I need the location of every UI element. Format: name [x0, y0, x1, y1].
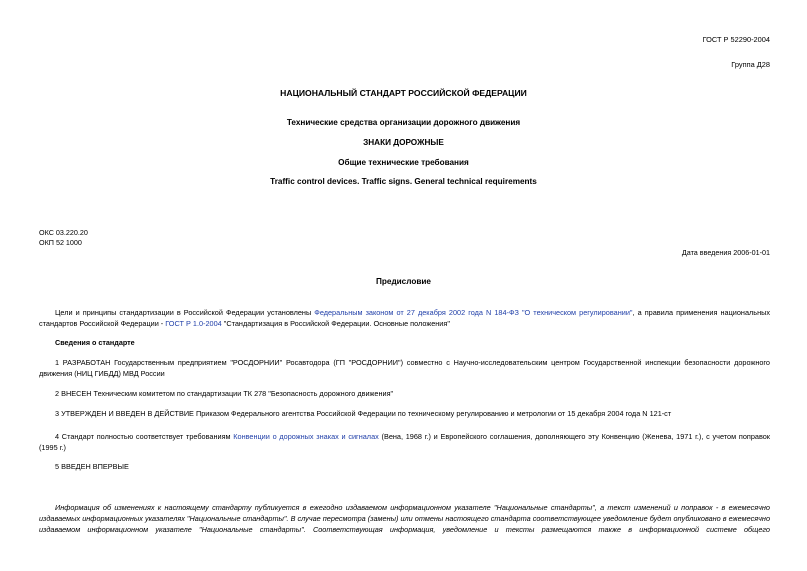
gost-number: ГОСТ Р 52290-2004 [702, 35, 770, 44]
standard-name: ЗНАКИ ДОРОЖНЫЕ [363, 138, 444, 147]
group-code: Группа Д28 [731, 60, 770, 69]
item-developed: 1 РАЗРАБОТАН Государственным предприятием "РОСДОРНИИ" Росавтодора (ГП "РОСДОРНИИ") совместно с Научно-исследовательским центром Государственной инспекции безопасности дорожного движения (НИЦ ГИБДД) МВД России [39, 358, 770, 378]
requirements-line: Общие технические требования [338, 158, 469, 167]
amendments-notice: Информация об изменениях к настоящему стандарту публикуется в ежегодно издаваемом информационном указателе "Национальные стандарты", а текст изменений и поправок - в ежемесячно издаваемых информационных указателях "Национальные стандарты". В случае пересмотра (замены) или отмены настоящего стандарта соответствующее уведомление будет опубликовано в ежемесячно издаваемом информационном указателе "Национальные стандарты". Соответствующая информация, уведомление и тексты размещаются также в информационной системе общего [39, 503, 770, 534]
gost-r-1-0-link[interactable]: ГОСТ Р 1.0-2004 [165, 319, 222, 328]
intro-date: Дата введения 2006-01-01 [681, 248, 770, 257]
item-submitted: 2 ВНЕСЕН Техническим комитетом по стандартизации ТК 278 "Безопасность дорожного движения" [55, 389, 394, 398]
item-introduced: 5 ВВЕДЕН ВПЕРВЫЕ [55, 462, 129, 471]
item4-text-a: 4 Стандарт полностью соответствует требованиям [55, 432, 234, 441]
federal-law-link[interactable]: Федеральным законом от 27 декабря 2002 года N 184-ФЗ "О техническом регулировании" [314, 308, 633, 317]
oks-code: ОКС 03.220.20 [39, 228, 88, 237]
foreword-heading: Предисловие [376, 277, 431, 286]
item4-text-b: (Вена, 1968 г.) и Европейского соглашения, дополняющего эту Конвенцию (Женева, 1971 г.), с учетом поправок (1995 г.) [39, 432, 770, 452]
english-title: Traffic control devices. Traffic signs. General technical requirements [270, 177, 537, 186]
convention-link[interactable]: Конвенции о дорожных знаках и сигналах [233, 432, 379, 441]
document-title: НАЦИОНАЛЬНЫЙ СТАНДАРТ РОССИЙСКОЙ ФЕДЕРАЦИИ [280, 88, 527, 98]
foreword-text-c: "Стандартизация в Российской Федерации. Основные положения" [221, 319, 450, 328]
item-approved: 3 УТВЕРЖДЕН И ВВЕДЕН В ДЕЙСТВИЕ Приказом Федерального агентства Российской Федерации по техническому регулированию и метрологии от 15 декабря 2004 года N 121-ст [55, 409, 672, 418]
item-conformity [39, 431, 770, 453]
foreword-text-a: Цели и принципы стандартизации в Российской Федерации установлены [55, 308, 315, 317]
foreword-paragraph [39, 307, 770, 329]
foreword-text-b: , а правила применения национальных стандартов Российской Федерации - [39, 308, 770, 328]
info-heading: Сведения о стандарте [55, 338, 135, 347]
subject-line: Технические средства организации дорожного движения [286, 118, 521, 127]
okp-code: ОКП 52 1000 [39, 238, 82, 247]
